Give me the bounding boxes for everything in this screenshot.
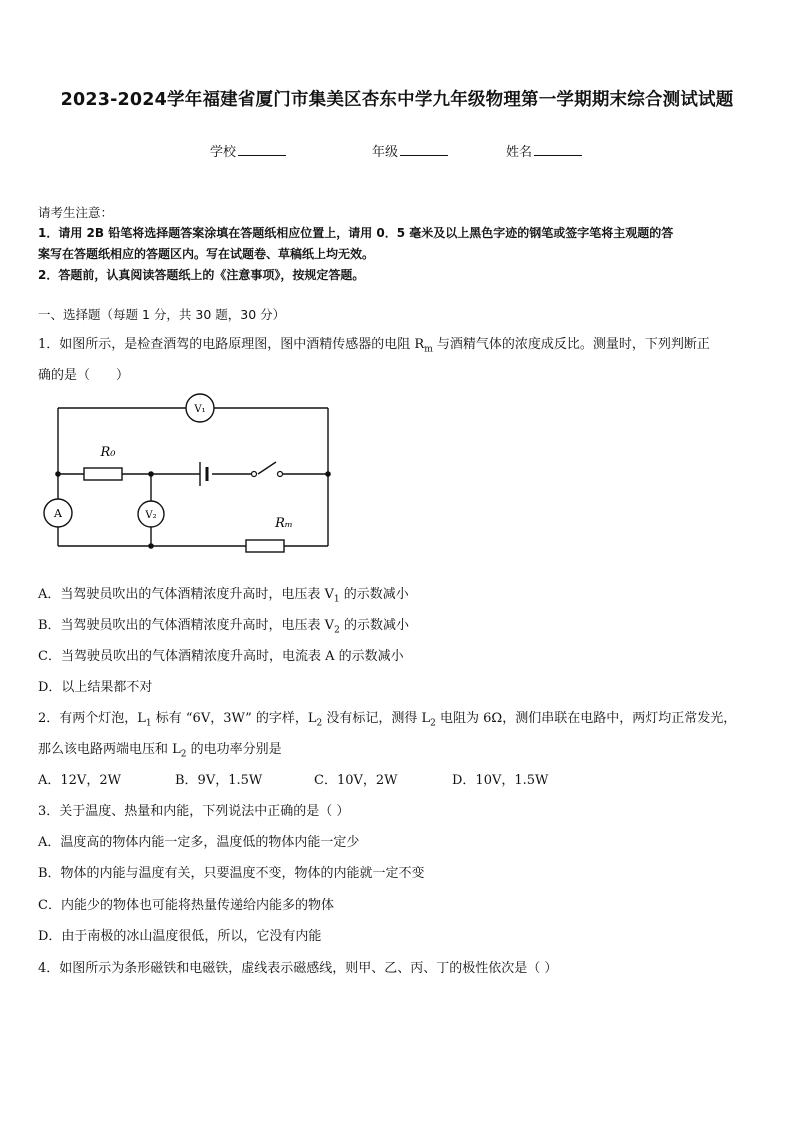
q3-option-b: B．物体的内能与温度有关，只要温度不变，物体的内能就一定不变 <box>38 866 425 881</box>
q2-text-1: 2．有两个灯泡，L <box>38 711 146 726</box>
q2-text-6: 的电功率分别是 <box>186 742 282 757</box>
notice-line-1b: 案写在答题纸相应的答题区内。写在试题卷、草稿纸上均无效。 <box>38 247 375 261</box>
q3-option-d: D．由于南极的冰山温度很低，所以，它没有内能 <box>38 929 322 944</box>
section-heading: 一、选择题（每题 1 分，共 30 题，30 分） <box>38 307 286 322</box>
q2-text-4: 电阻为 6Ω，测们串联在电路中，两灯均正常发光， <box>435 711 737 726</box>
q2-sub-2: 2 <box>316 718 323 729</box>
q2-text-5: 那么该电路两端电压和 L <box>38 742 181 757</box>
ammeter-label: A <box>54 507 62 520</box>
q2-text-2: 标有 “6V，3W” 的字样，L <box>151 711 317 726</box>
q2-stem-line1 <box>38 707 736 729</box>
grade-blank <box>400 142 448 156</box>
q2-sub-3: 2 <box>430 718 436 729</box>
q1-option-b-tail: 的示数减小 <box>339 618 409 633</box>
q1-option-b-sub: 2 <box>334 625 340 636</box>
q1-option-b <box>38 614 409 636</box>
r0-resistor <box>84 468 122 480</box>
q2-sub-4: 2 <box>180 749 187 760</box>
junction-dot <box>148 543 154 549</box>
q1-stem-sub: m <box>424 344 433 355</box>
q2-text-3: 没有标记，测得 L <box>322 711 431 726</box>
q2-sub-1: 1 <box>145 718 152 729</box>
q2-option-d: D．10V，1.5W <box>452 773 549 788</box>
circuit-diagram <box>40 390 340 555</box>
junction-dot <box>148 471 154 477</box>
q1-option-a-text: A．当驾驶员吹出的气体酒精浓度升高时，电压表 V <box>38 587 334 602</box>
switch-contact-right <box>278 472 283 477</box>
q1-option-d: D．以上结果都不对 <box>38 680 153 695</box>
q1-option-b-text: B．当驾驶员吹出的气体酒精浓度升高时，电压表 V <box>38 618 335 633</box>
q1-option-a-sub: 1 <box>333 594 340 605</box>
q1-stem-line1 <box>38 333 710 355</box>
grade-field <box>372 141 448 160</box>
rm-label: Rₘ <box>275 516 293 531</box>
q3-option-a: A．温度高的物体内能一定多，温度低的物体内能一定少 <box>38 835 360 850</box>
q2-option-c: C．10V，2W <box>314 773 398 788</box>
q3-option-c: C．内能少的物体也可能将热量传递给内能多的物体 <box>38 898 334 913</box>
name-blank <box>534 142 582 156</box>
notice-heading: 请考生注意： <box>38 205 114 220</box>
junction-dot <box>325 471 331 477</box>
q1-option-a-tail: 的示数减小 <box>339 587 409 602</box>
q2-stem-line2 <box>38 738 282 760</box>
rm-resistor <box>246 540 284 552</box>
v1-label: V₁ <box>194 404 206 415</box>
q1-stem-line2: 确的是（ ） <box>38 368 130 383</box>
q1-option-a <box>38 583 409 605</box>
notice-line-2: 2．答题前，认真阅读答题纸上的《注意事项》，按规定答题。 <box>38 268 365 282</box>
v2-label: V₂ <box>145 510 157 521</box>
junction-dot <box>55 471 61 477</box>
r0-label: R₀ <box>100 445 116 460</box>
name-field <box>506 141 582 160</box>
q3-stem: 3．关于温度、热量和内能，下列说法中正确的是（ ） <box>38 804 350 819</box>
q4-stem: 4．如图所示为条形磁铁和电磁铁，虚线表示磁感线，则甲、乙、丙、丁的极性依次是（ ） <box>38 961 558 976</box>
school-field <box>210 141 286 160</box>
school-label: 学校 <box>210 145 237 160</box>
q1-stem-text-a: 1．如图所示，是检查酒驾的电路原理图，图中酒精传感器的电阻 R <box>38 337 425 352</box>
grade-label: 年级 <box>372 145 399 160</box>
q1-option-c: C．当驾驶员吹出的气体酒精浓度升高时，电流表 A 的示数减小 <box>38 649 404 664</box>
page-title: 2023-2024学年福建省厦门市集美区杏东中学九年级物理第一学期期末综合测试试题 <box>60 90 734 110</box>
q2-option-a: A．12V，2W <box>38 773 121 788</box>
name-label: 姓名 <box>506 145 533 160</box>
q1-stem-text-b: 与酒精气体的浓度成反比。测量时，下列判断正 <box>432 337 710 352</box>
school-blank <box>238 142 286 156</box>
notice-line-1a: 1．请用 2B 铅笔将选择题答案涂填在答题纸相应位置上，请用 0．5 毫米及以上黑色字迹的钢笔或签字笔将主观题的答 <box>38 226 674 240</box>
switch-contact-left <box>252 472 257 477</box>
q2-option-b: B．9V，1.5W <box>175 773 263 788</box>
